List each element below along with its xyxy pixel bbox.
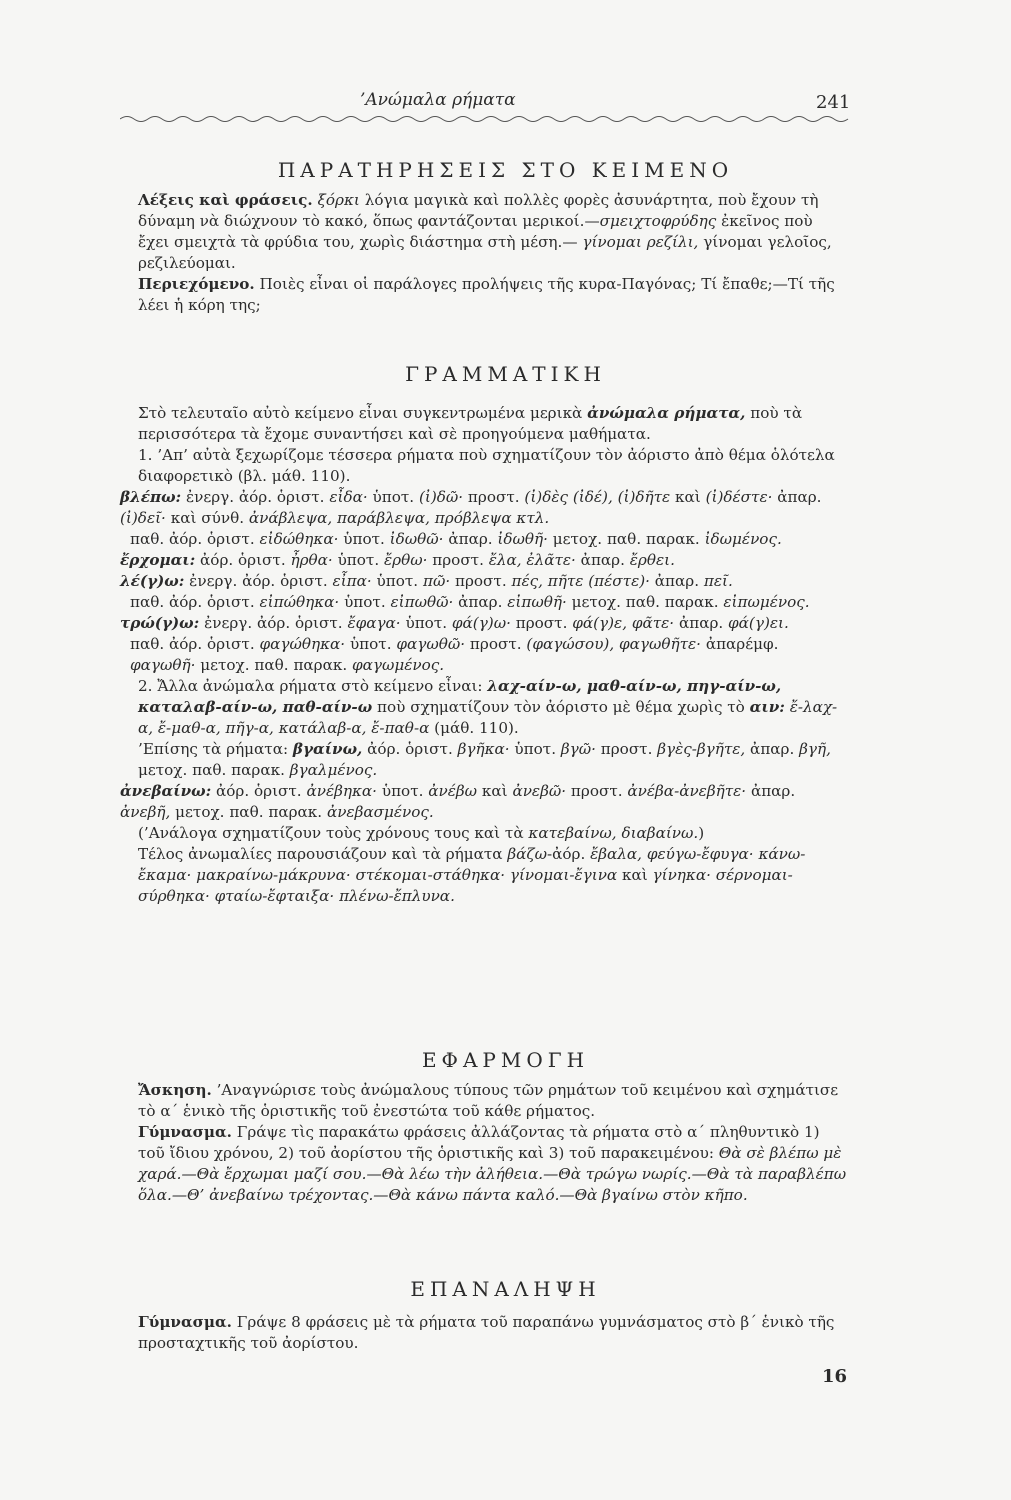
verb-lego-passive: παθ. ἀόρ. ὁριστ. εἰπώθηκα· ὑποτ. εἰπωθῶ· ἀπαρ. εἰπωθῆ· μετοχ. παθ. παρακ. εἰπωμένος. xyxy=(130,593,810,611)
verb-trogo-passive: παθ. ἀόρ. ὁριστ. φαγώθηκα· ὑποτ. φαγωθῶ· προστ. (φαγώσου), φαγωθῆτε· ἀπαρέμφ. φαγωθῆ· μετοχ. παθ. παρακ. φαγωμένος. xyxy=(130,635,779,674)
review-practice-paragraph: Γύμνασμα. Γράψε 8 φράσεις μὲ τὰ ρήματα τοῦ παραπάνω γυμνάσματος στὸ β΄ ἑνικὸ τῆς προσταχτικῆς τοῦ ἀορίστου. xyxy=(138,1313,835,1352)
grammar-block xyxy=(120,403,847,907)
grammar-point-2: 2. Ἄλλα ἀνώμαλα ρήματα στὸ κείμενο εἶναι: λαχ-αίν-ω, μαθ-αίν-ω, πηγ-αίν-ω, καταλαβ-αίν-ω, παθ-αίν-ω ποὺ σχηματίζουν τὸν ἀόριστο μὲ θέμα χωρὶς τὸ αιν: ἔ-λαχ-α, ἔ-μαθ-α, πῆγ-α, κατάλαβ-α, ἔ-παθ-α (μάθ. 110). xyxy=(138,677,838,737)
notes-block xyxy=(120,190,847,316)
heading-grammar: ΓΡΑΜΜΑΤΙΚΗ xyxy=(405,362,606,386)
heading-observations: ΠΑΡΑΤΗΡΗΣΕΙΣ ΣΤΟ ΚΕΙΜΕΝΟ xyxy=(277,158,734,182)
grammar-intro: Στὸ τελευταῖο αὐτὸ κείμενο εἶναι συγκεντρωμένα μερικὰ ἀνώμαλα ρήματα, ποὺ τὰ περισσότερα τὰ ἔχομε συναντήσει καὶ σὲ προηγούμενα μαθήματα. xyxy=(138,404,803,443)
heading-review: ΕΠΑΝΑΛΗΨΗ xyxy=(410,1277,601,1301)
page-number: 241 xyxy=(816,92,851,113)
wavy-rule xyxy=(120,114,850,124)
verb-erxomai: ἔρχομαι: ἀόρ. ὁριστ. ἦρθα· ὑποτ. ἔρθω· προστ. ἔλα, ἐλᾶτε· ἀπαρ. ἔρθει. xyxy=(120,551,675,569)
exercise-paragraph: Ἄσκηση. ’Αναγνώρισε τοὺς ἀνώμαλους τύπους τῶν ρημάτων τοῦ κειμένου καὶ σχημάτισε τὸ α΄ ἑνικὸ τῆς ὁριστικῆς τοῦ ἐνεστώτα τοῦ κάθε ρήματος. xyxy=(138,1081,839,1120)
heading-application: ΕΦΑΡΜΟΓΗ xyxy=(421,1048,590,1072)
review-block xyxy=(120,1312,847,1354)
words-phrases-paragraph: Λέξεις καὶ φράσεις. ξόρκι λόγια μαγικὰ καὶ πολλὲς φορὲς ἀσυνάρτητα, ποὺ ἔχουν τὴ δύναμη νὰ διώχνουν τὸ κακό, ὅπως φαντάζονται μερικοί.—σμειχτοφρύδης ἐκεῖνος ποὺ ἔχει σμειχτὰ τὰ φρύδια του, χωρὶς διάστημα στὴ μέση.— γίνομαι ρεζίλι, γίνομαι γελοῖος, ρεζιλεύομαι. xyxy=(138,191,832,272)
application-block xyxy=(120,1080,847,1206)
grammar-point-1: 1. ’Απ’ αὐτὰ ξεχωρίζομε τέσσερα ρήματα ποὺ σχηματίζουν τὸν ἀόριστο ἀπὸ θέμα ὁλότελα διαφορετικὸ (βλ. μάθ. 110). xyxy=(138,446,835,485)
content-paragraph: Περιεχόμενο. Ποιὲς εἶναι οἱ παράλογες προλήψεις τῆς κυρα-Παγόνας; Τί ἔπαθε;—Τί τῆς λέει ἡ κόρη της; xyxy=(138,275,835,314)
running-head-title: ’Ανώμαλα ρήματα xyxy=(360,90,516,110)
verb-vlepo: βλέπω: ἐνεργ. ἀόρ. ὁριστ. εἶδα· ὑποτ. (ἰ)δῶ· προστ. (ἰ)δὲς (ἰδέ), (ἰ)δῆτε καὶ (ἰ)δέστε· ἀπαρ. (ἰ)δεῖ· καὶ σύνθ. ἀνάβλεψα, παράβλεψα, πρόβλεψα κτλ. xyxy=(120,488,822,527)
practice-paragraph: Γύμνασμα. Γράψε τὶς παρακάτω φράσεις ἀλλάζοντας τὰ ρήματα στὸ α΄ πληθυντικὸ 1) τοῦ ἴδιου χρόνου, 2) τοῦ ἀορίστου τῆς ὁριστικῆς καὶ 3) τοῦ παρακειμένου: Θὰ σὲ βλέπω μὲ χαρά.—Θὰ ἔρχωμαι μαζί σου.—Θὰ λέω τὴν ἀλήθεια.—Θὰ τρώγω νωρίς.—Θὰ τὰ παραβλέπω ὅλα.—Θ’ ἀνεβαίνω τρέχοντας.—Θὰ κάνω πάντα καλό.—Θὰ βγαίνω στὸν κῆπο. xyxy=(138,1123,847,1204)
verb-vlepo-passive: παθ. ἀόρ. ὁριστ. εἰδώθηκα· ὑποτ. ἰδωθῶ· ἀπαρ. ἰδωθῆ· μετοχ. παθ. παρακ. ἰδωμένος. xyxy=(130,530,782,548)
verb-anevaino: ἀνεβαίνω: ἀόρ. ὁριστ. ἀνέβηκα· ὑποτ. ἀνέβω καὶ ἀνεβῶ· προστ. ἀνέβα-ἀνεβῆτε· ἀπαρ. ἀνεβῆ, μετοχ. παθ. παρακ. ἀνεβασμένος. xyxy=(120,782,796,821)
verb-lego: λέ(γ)ω: ἐνεργ. ἀόρ. ὁριστ. εἶπα· ὑποτ. πῶ· προστ. πές, πῆτε (πέστε)· ἀπαρ. πεῖ. xyxy=(120,572,733,590)
irregularities-paragraph: Τέλος ἀνωμαλίες παρουσιάζουν καὶ τὰ ρήματα βάζω-ἀόρ. ἔβαλα, φεύγω-ἔφυγα· κάνω-ἔκαμα· μακραίνω-μάκρυνα· στέκομαι-στάθηκα· γίνομαι-ἔγινα καὶ γίνηκα· σέρνομαι-σύρθηκα· φταίω-ἔφταιξα· πλένω-ἔπλυνα. xyxy=(138,845,806,905)
analogous-note: (’Ανάλογα σχηματίζουν τοὺς χρόνους τους καὶ τὰ κατεβαίνω, διαβαίνω.) xyxy=(138,824,705,842)
signature-number: 16 xyxy=(822,1366,848,1387)
verb-vgaino: ’Επίσης τὰ ρήματα: βγαίνω, ἀόρ. ὁριστ. βγῆκα· ὑποτ. βγῶ· προστ. βγὲς-βγῆτε, ἀπαρ. βγῆ, μετοχ. παθ. παρακ. βγαλμένος. xyxy=(138,740,831,779)
verb-trogo: τρώ(γ)ω: ἐνεργ. ἀόρ. ὁριστ. ἔφαγα· ὑποτ. φά(γ)ω· προστ. φά(γ)ε, φᾶτε· ἀπαρ. φά(γ)ει. xyxy=(120,614,789,632)
